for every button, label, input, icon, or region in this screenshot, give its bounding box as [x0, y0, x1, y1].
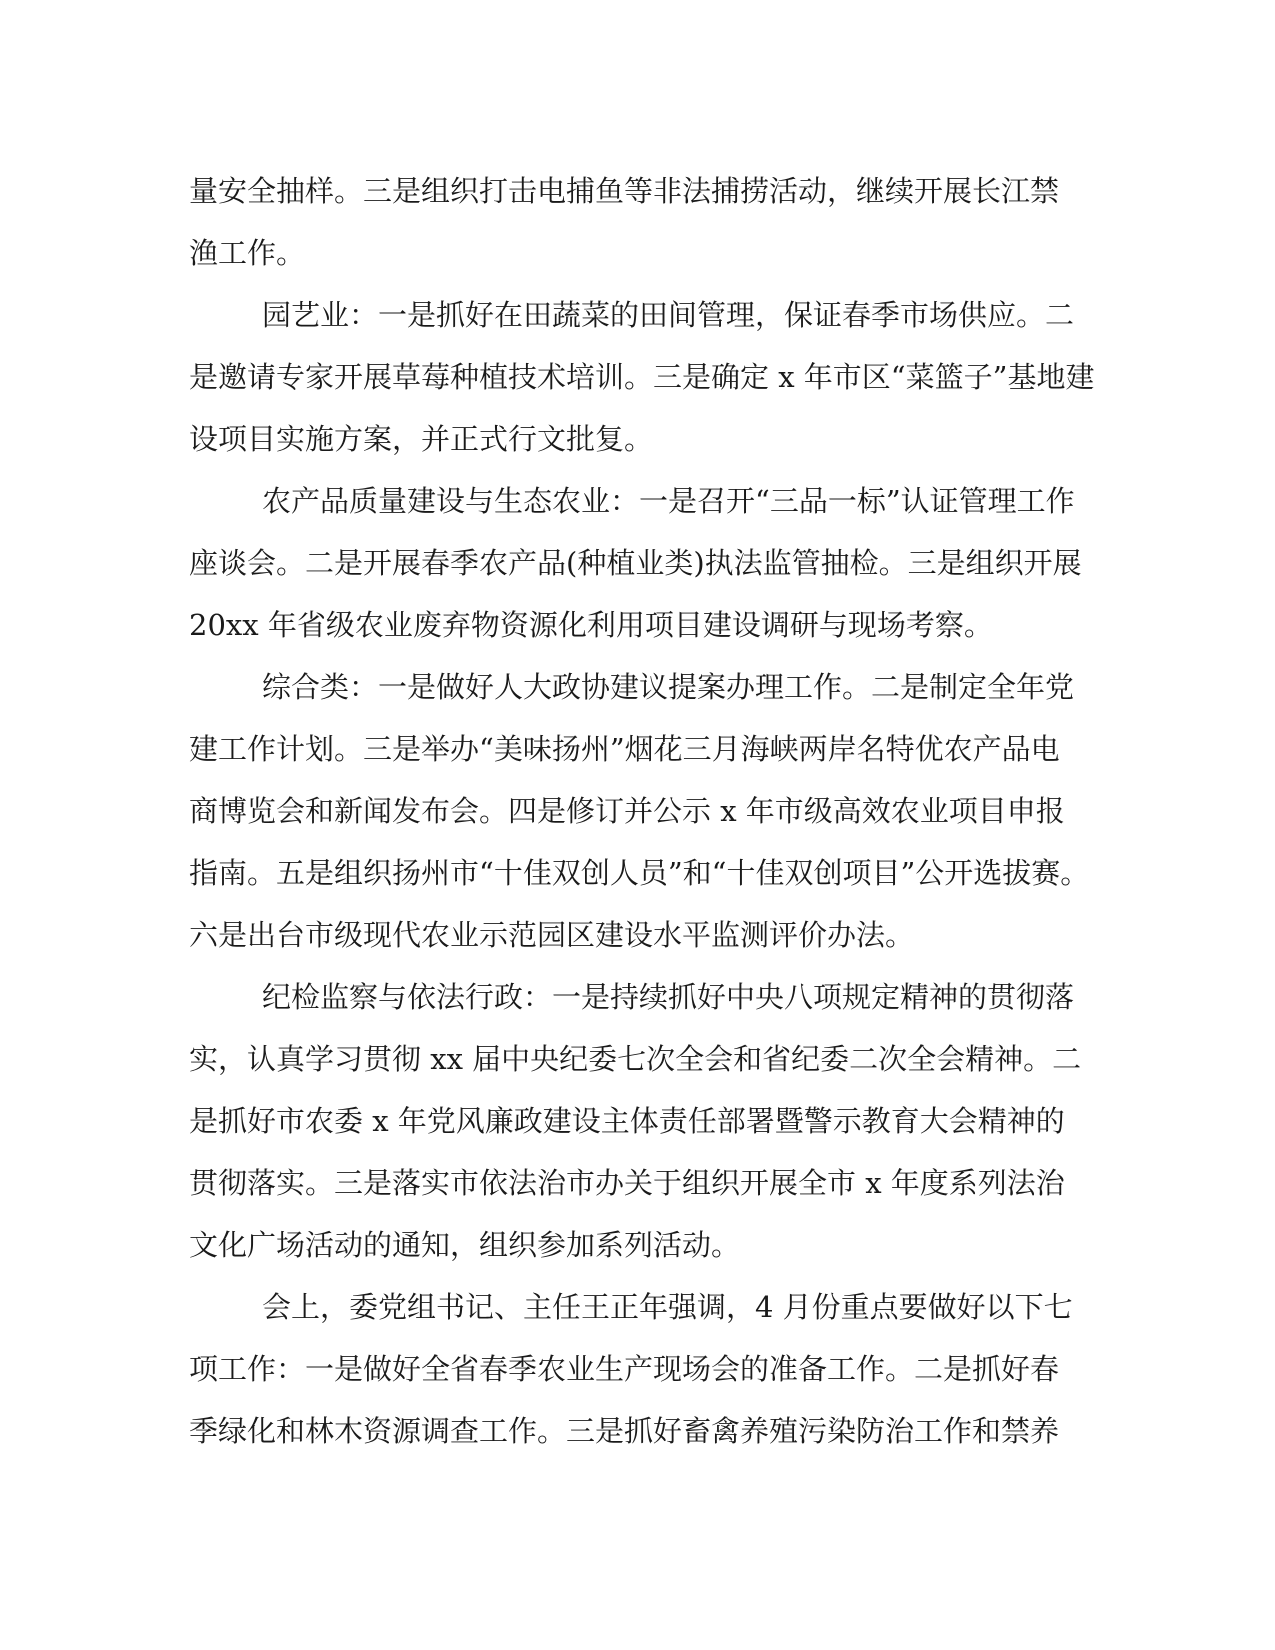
text-line: 是抓好市农委 x 年党风廉政建设主体责任部署暨警示教育大会精神的 [189, 1104, 1065, 1138]
text-line: 六是出台市级现代农业示范园区建设水平监测评价办法。 [189, 918, 915, 952]
text-line: 季绿化和林木资源调查工作。三是抓好畜禽养殖污染防治工作和禁养 [189, 1414, 1060, 1448]
text-line: 贯彻落实。三是落实市依法治市办关于组织开展全市 x 年度系列法治 [189, 1166, 1065, 1200]
text-line: 量安全抽样。三是组织打击电捕鱼等非法捕捞活动，继续开展长江禁 [189, 174, 1060, 208]
paragraph-start-quality: 农产品质量建设与生态农业：一是召开“三品一标”认证管理工作 [262, 484, 1075, 518]
text-line: 设项目实施方案，并正式行文批复。 [189, 422, 654, 456]
text-line: 商博览会和新闻发布会。四是修订并公示 x 年市级高效农业项目申报 [189, 794, 1065, 828]
text-line: 座谈会。二是开展春季农产品(种植业类)执法监管抽检。三是组织开展 [189, 546, 1082, 580]
text-line: 实，认真学习贯彻 xx 届中央纪委七次全会和省纪委二次全会精神。二 [189, 1042, 1082, 1076]
paragraph-start-comprehensive: 综合类：一是做好人大政协建议提案办理工作。二是制定全年党 [262, 670, 1075, 704]
text-line: 指南。五是组织扬州市“十佳双创人员”和“十佳双创项目”公开选拔赛。 [189, 856, 1090, 890]
text-line: 是邀请专家开展草莓种植技术培训。三是确定 x 年市区“菜篮子”基地建 [189, 360, 1095, 394]
paragraph-start-meeting: 会上，委党组书记、主任王正年强调，4 月份重点要做好以下七 [262, 1290, 1073, 1324]
text-line: 渔工作。 [189, 236, 306, 270]
paragraph-start-horticulture: 园艺业：一是抓好在田蔬菜的田间管理，保证春季市场供应。二 [262, 298, 1075, 332]
paragraph-start-discipline: 纪检监察与依法行政：一是持续抓好中央八项规定精神的贯彻落 [262, 980, 1075, 1014]
text-line: 建工作计划。三是举办“美味扬州”烟花三月海峡两岸名特优农产品电 [189, 732, 1060, 766]
text-line: 项工作：一是做好全省春季农业生产现场会的准备工作。二是抓好春 [189, 1352, 1060, 1386]
body-text [189, 160, 1095, 1462]
text-line: 文化广场活动的通知，组织参加系列活动。 [189, 1228, 741, 1262]
text-line: 20xx 年省级农业废弃物资源化利用项目建设调研与现场考察。 [189, 608, 993, 642]
